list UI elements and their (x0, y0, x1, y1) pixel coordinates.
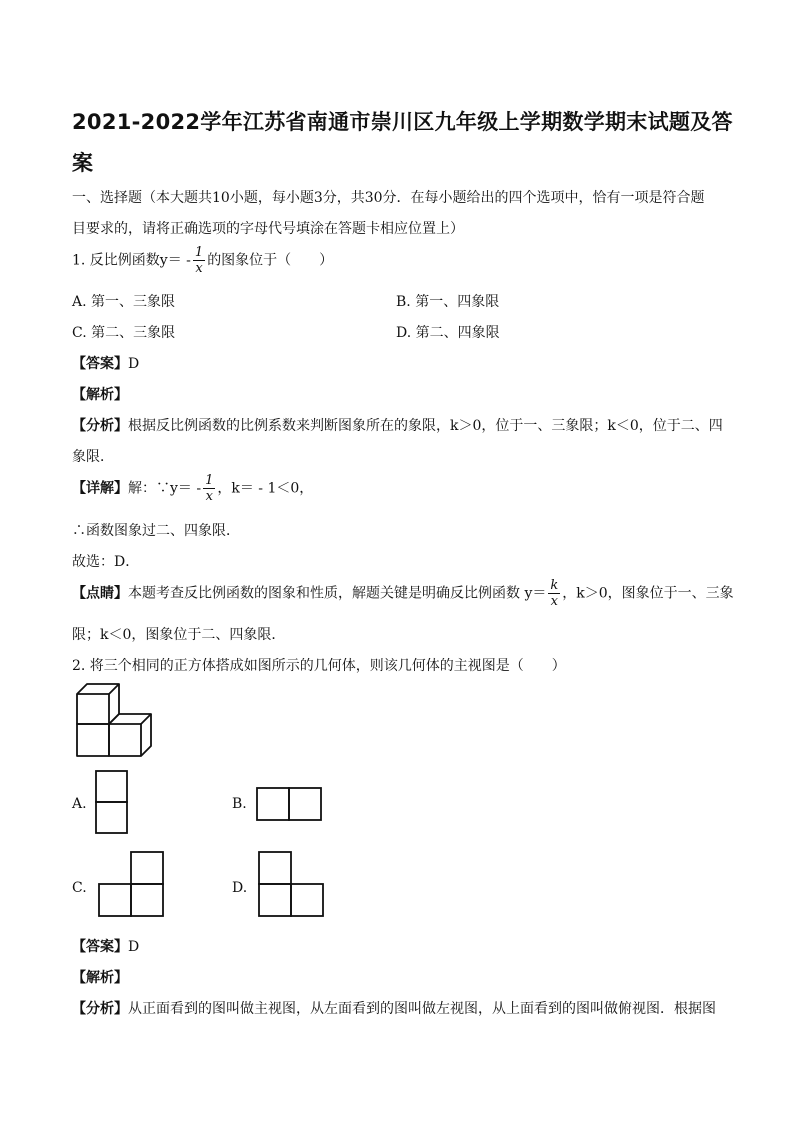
question-1-option-a: A. 第一、三象限 (72, 294, 176, 310)
question-1-dianjing-line2: 限；k＜0，图象位于二、四象限． (72, 627, 286, 643)
question-2-answer (72, 936, 139, 956)
question-1-guxuan: 故选：D． (72, 554, 140, 570)
question-1-option-b: B. 第一、四象限 (396, 294, 500, 310)
question-1-jiexi-tag: 【解析】 (72, 387, 128, 403)
dianjing-fraction (548, 578, 560, 609)
fenxi-tag: 【分析】 (72, 1001, 128, 1017)
section-instructions-line2: 目要求的，请将正确选项的字母代号填涂在答题卡相应位置上） (72, 221, 464, 237)
xiangjie-tag: 【详解】 (72, 480, 128, 497)
question-1-dianjing (72, 578, 734, 609)
xiangjie-suffix: ，k＝ - 1＜0， (217, 480, 314, 497)
question-2-option-d-label: D. (232, 880, 248, 896)
question-1-xiangjie (72, 473, 313, 504)
question-1-answer (72, 353, 139, 373)
question-2-option-a-label: A. (72, 796, 87, 812)
xiangjie-prefix: 解：∵y＝ - (128, 480, 202, 497)
dianjing-prefix: 本题考查反比例函数的图象和性质，解题关键是明确反比例函数 y＝ (128, 585, 547, 602)
fenxi-text: 根据反比例函数的比例系数来判断图象所在的象限，k＞0，位于一、三象限；k＜0，位于二、四 (128, 418, 723, 434)
question-2-fenxi-line1 (72, 998, 716, 1018)
fraction-numerator: k (550, 578, 559, 593)
answer-tag: 【答案】 (72, 939, 128, 955)
document-title-line1: 2021-2022学年江苏省南通市崇川区九年级上学期数学期末试题及答 (72, 110, 733, 134)
fraction-numerator: 1 (194, 245, 204, 260)
answer-tag: 【答案】 (72, 356, 128, 372)
question-1-fenxi-line1 (72, 415, 723, 435)
fenxi-tag: 【分析】 (72, 418, 128, 434)
document-title-line2: 案 (72, 151, 94, 175)
answer-value: D (128, 939, 140, 955)
dianjing-suffix: ，k＞0，图象位于一、三象 (562, 585, 734, 602)
fraction-denominator: x (195, 261, 203, 276)
question-1-prefix: 1. 反比例函数y＝ - (72, 252, 191, 269)
option-a-figure (94, 768, 130, 836)
section-instructions-line1: 一、选择题（本大题共10小题，每小题3分，共30分．在每小题给出的四个选项中，恰有一项是符合题 (72, 190, 705, 206)
option-b-figure (255, 786, 323, 822)
question-2-stem: 2. 将三个相同的正方体搭成如图所示的几何体，则该几何体的主视图是（ ） (72, 658, 566, 674)
question-1-stem (72, 245, 333, 276)
question-1-fenxi-line2: 象限． (72, 449, 114, 465)
question-1-suffix: 的图象位于（ ） (207, 252, 334, 269)
question-1-therefore: ∴函数图象过二、四象限． (72, 523, 240, 539)
xiangjie-fraction (203, 473, 215, 504)
option-c-figure (96, 850, 166, 918)
question-2-option-b-label: B. (232, 796, 247, 812)
fraction-denominator: x (205, 489, 213, 504)
question-1-fraction (193, 245, 205, 276)
answer-value: D (128, 356, 140, 372)
question-1-option-c: C. 第二、三象限 (72, 325, 176, 341)
question-2-jiexi-tag: 【解析】 (72, 970, 128, 986)
dianjing-tag: 【点睛】 (72, 585, 128, 602)
question-1-option-d: D. 第二、四象限 (396, 325, 500, 341)
fraction-denominator: x (550, 594, 558, 609)
fenxi-text: 从正面看到的图叫做主视图，从左面看到的图叫做左视图，从上面看到的图叫做俯视图．根据图 (128, 1001, 716, 1017)
fraction-numerator: 1 (205, 473, 214, 488)
question-2-option-c-label: C. (72, 880, 87, 896)
cube-stack-figure (70, 680, 160, 762)
option-d-figure (256, 850, 326, 918)
